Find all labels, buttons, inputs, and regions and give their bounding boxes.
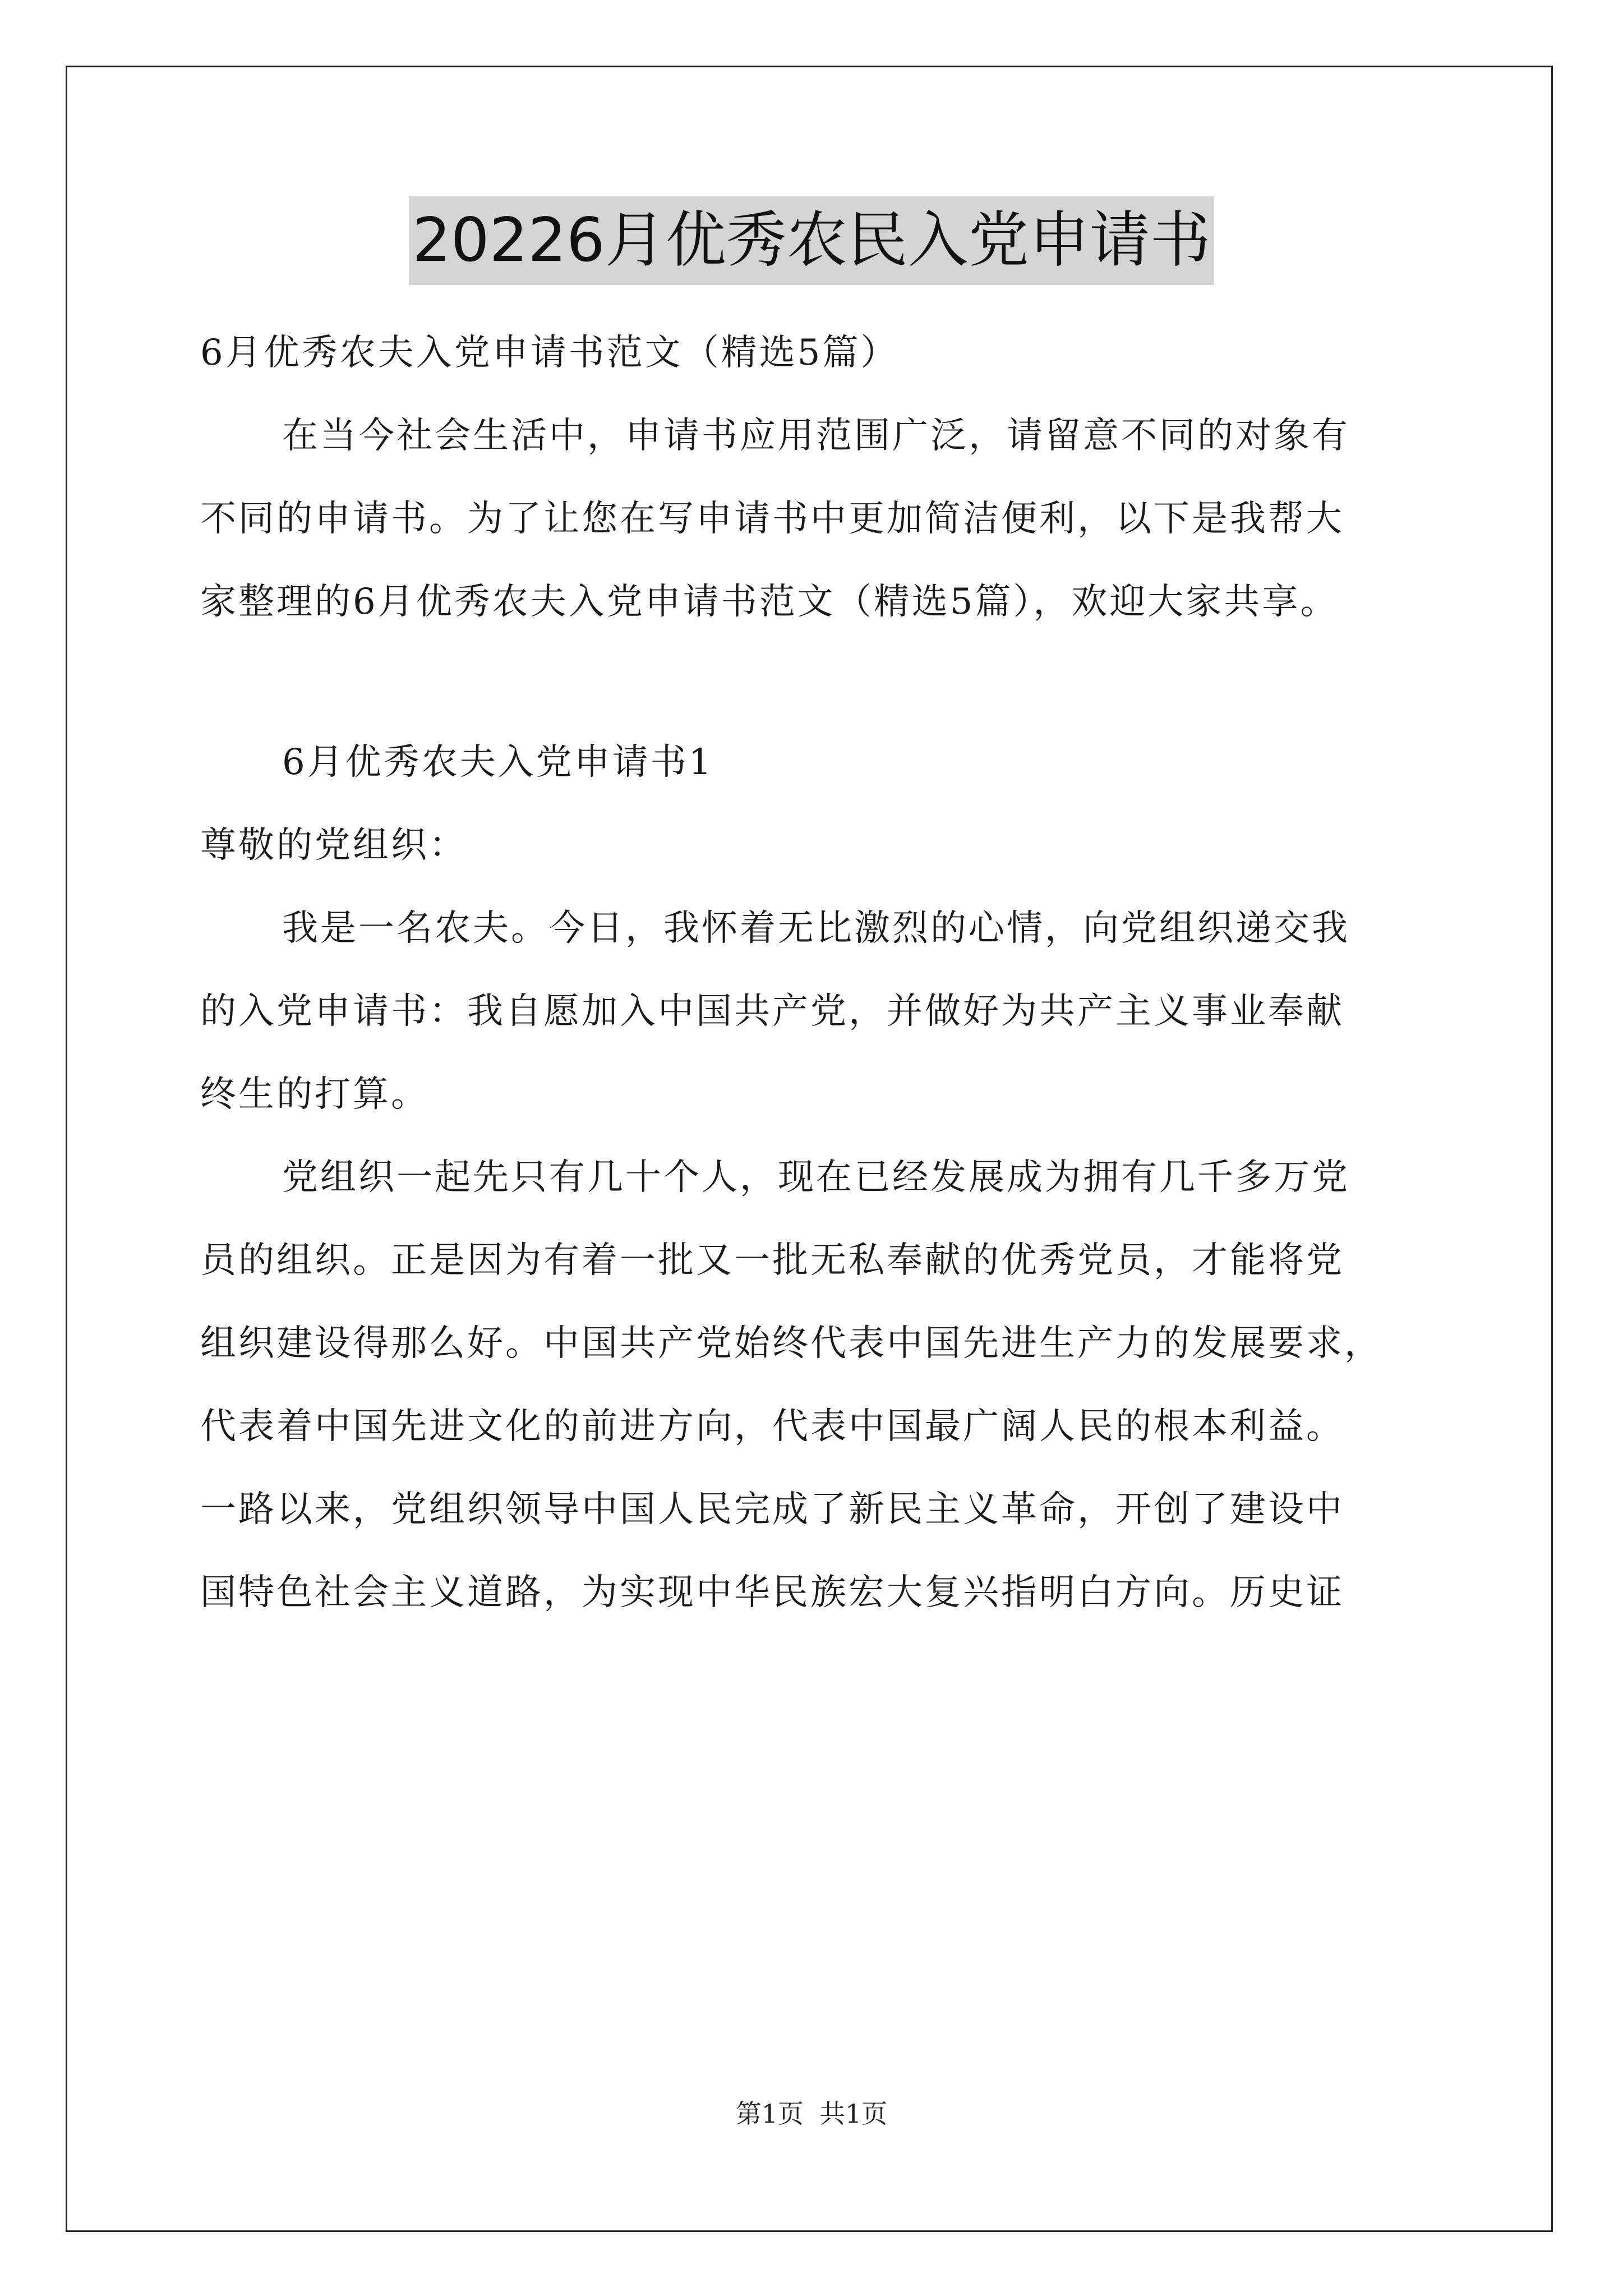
page-number: 第1页 bbox=[735, 2099, 804, 2129]
page-total: 共1页 bbox=[819, 2099, 888, 2129]
title-container bbox=[0, 196, 1623, 285]
page-footer bbox=[0, 2097, 1623, 2131]
para2-line: 一路以来，党组织领导中国人民完成了新民主义革命，开创了建设中 bbox=[200, 1489, 1344, 1530]
paragraph-gap bbox=[200, 643, 1434, 721]
para1-line: 终生的打算。 bbox=[200, 1074, 429, 1115]
intro-line: 在当今社会生活中，申请书应用范围广泛，请留意不同的对象有 bbox=[282, 415, 1350, 457]
para1-line: 我是一名农夫。今日，我怀着无比激烈的心情，向党组织递交我 bbox=[282, 908, 1350, 949]
intro-line: 不同的申请书。为了让您在写申请书中更加简洁便利，以下是我帮大 bbox=[200, 498, 1344, 540]
intro-line: 家整理的6月优秀农夫入党申请书范文（精选5篇），欢迎大家共享。 bbox=[200, 581, 1339, 623]
document-title: 20226月优秀农民入党申请书 bbox=[409, 196, 1214, 285]
document-body bbox=[200, 311, 1434, 1634]
para2-line: 国特色社会主义道路，为实现中华民族宏大复兴指明白方向。历史证 bbox=[200, 1572, 1344, 1613]
para1-line: 的入党申请书：我自愿加入中国共产党，并做好为共产主义事业奉献 bbox=[200, 991, 1344, 1032]
para2-line: 员的组织。正是因为有着一批又一批无私奉献的优秀党员，才能将党 bbox=[200, 1240, 1344, 1281]
para2-line: 组织建设得那么好。中国共产党始终代表中国先进生产力的发展要求， bbox=[200, 1323, 1382, 1364]
para2-line: 代表着中国先进文化的前进方向，代表中国最广阔人民的根本利益。 bbox=[200, 1406, 1344, 1447]
subtitle: 6月优秀农夫入党申请书范文（精选5篇） bbox=[200, 332, 899, 374]
section-heading: 6月优秀农夫入党申请书1 bbox=[282, 742, 714, 783]
para2-line: 党组织一起先只有几十个人，现在已经发展成为拥有几千多万党 bbox=[282, 1157, 1350, 1198]
salutation: 尊敬的党组织： bbox=[200, 825, 467, 866]
